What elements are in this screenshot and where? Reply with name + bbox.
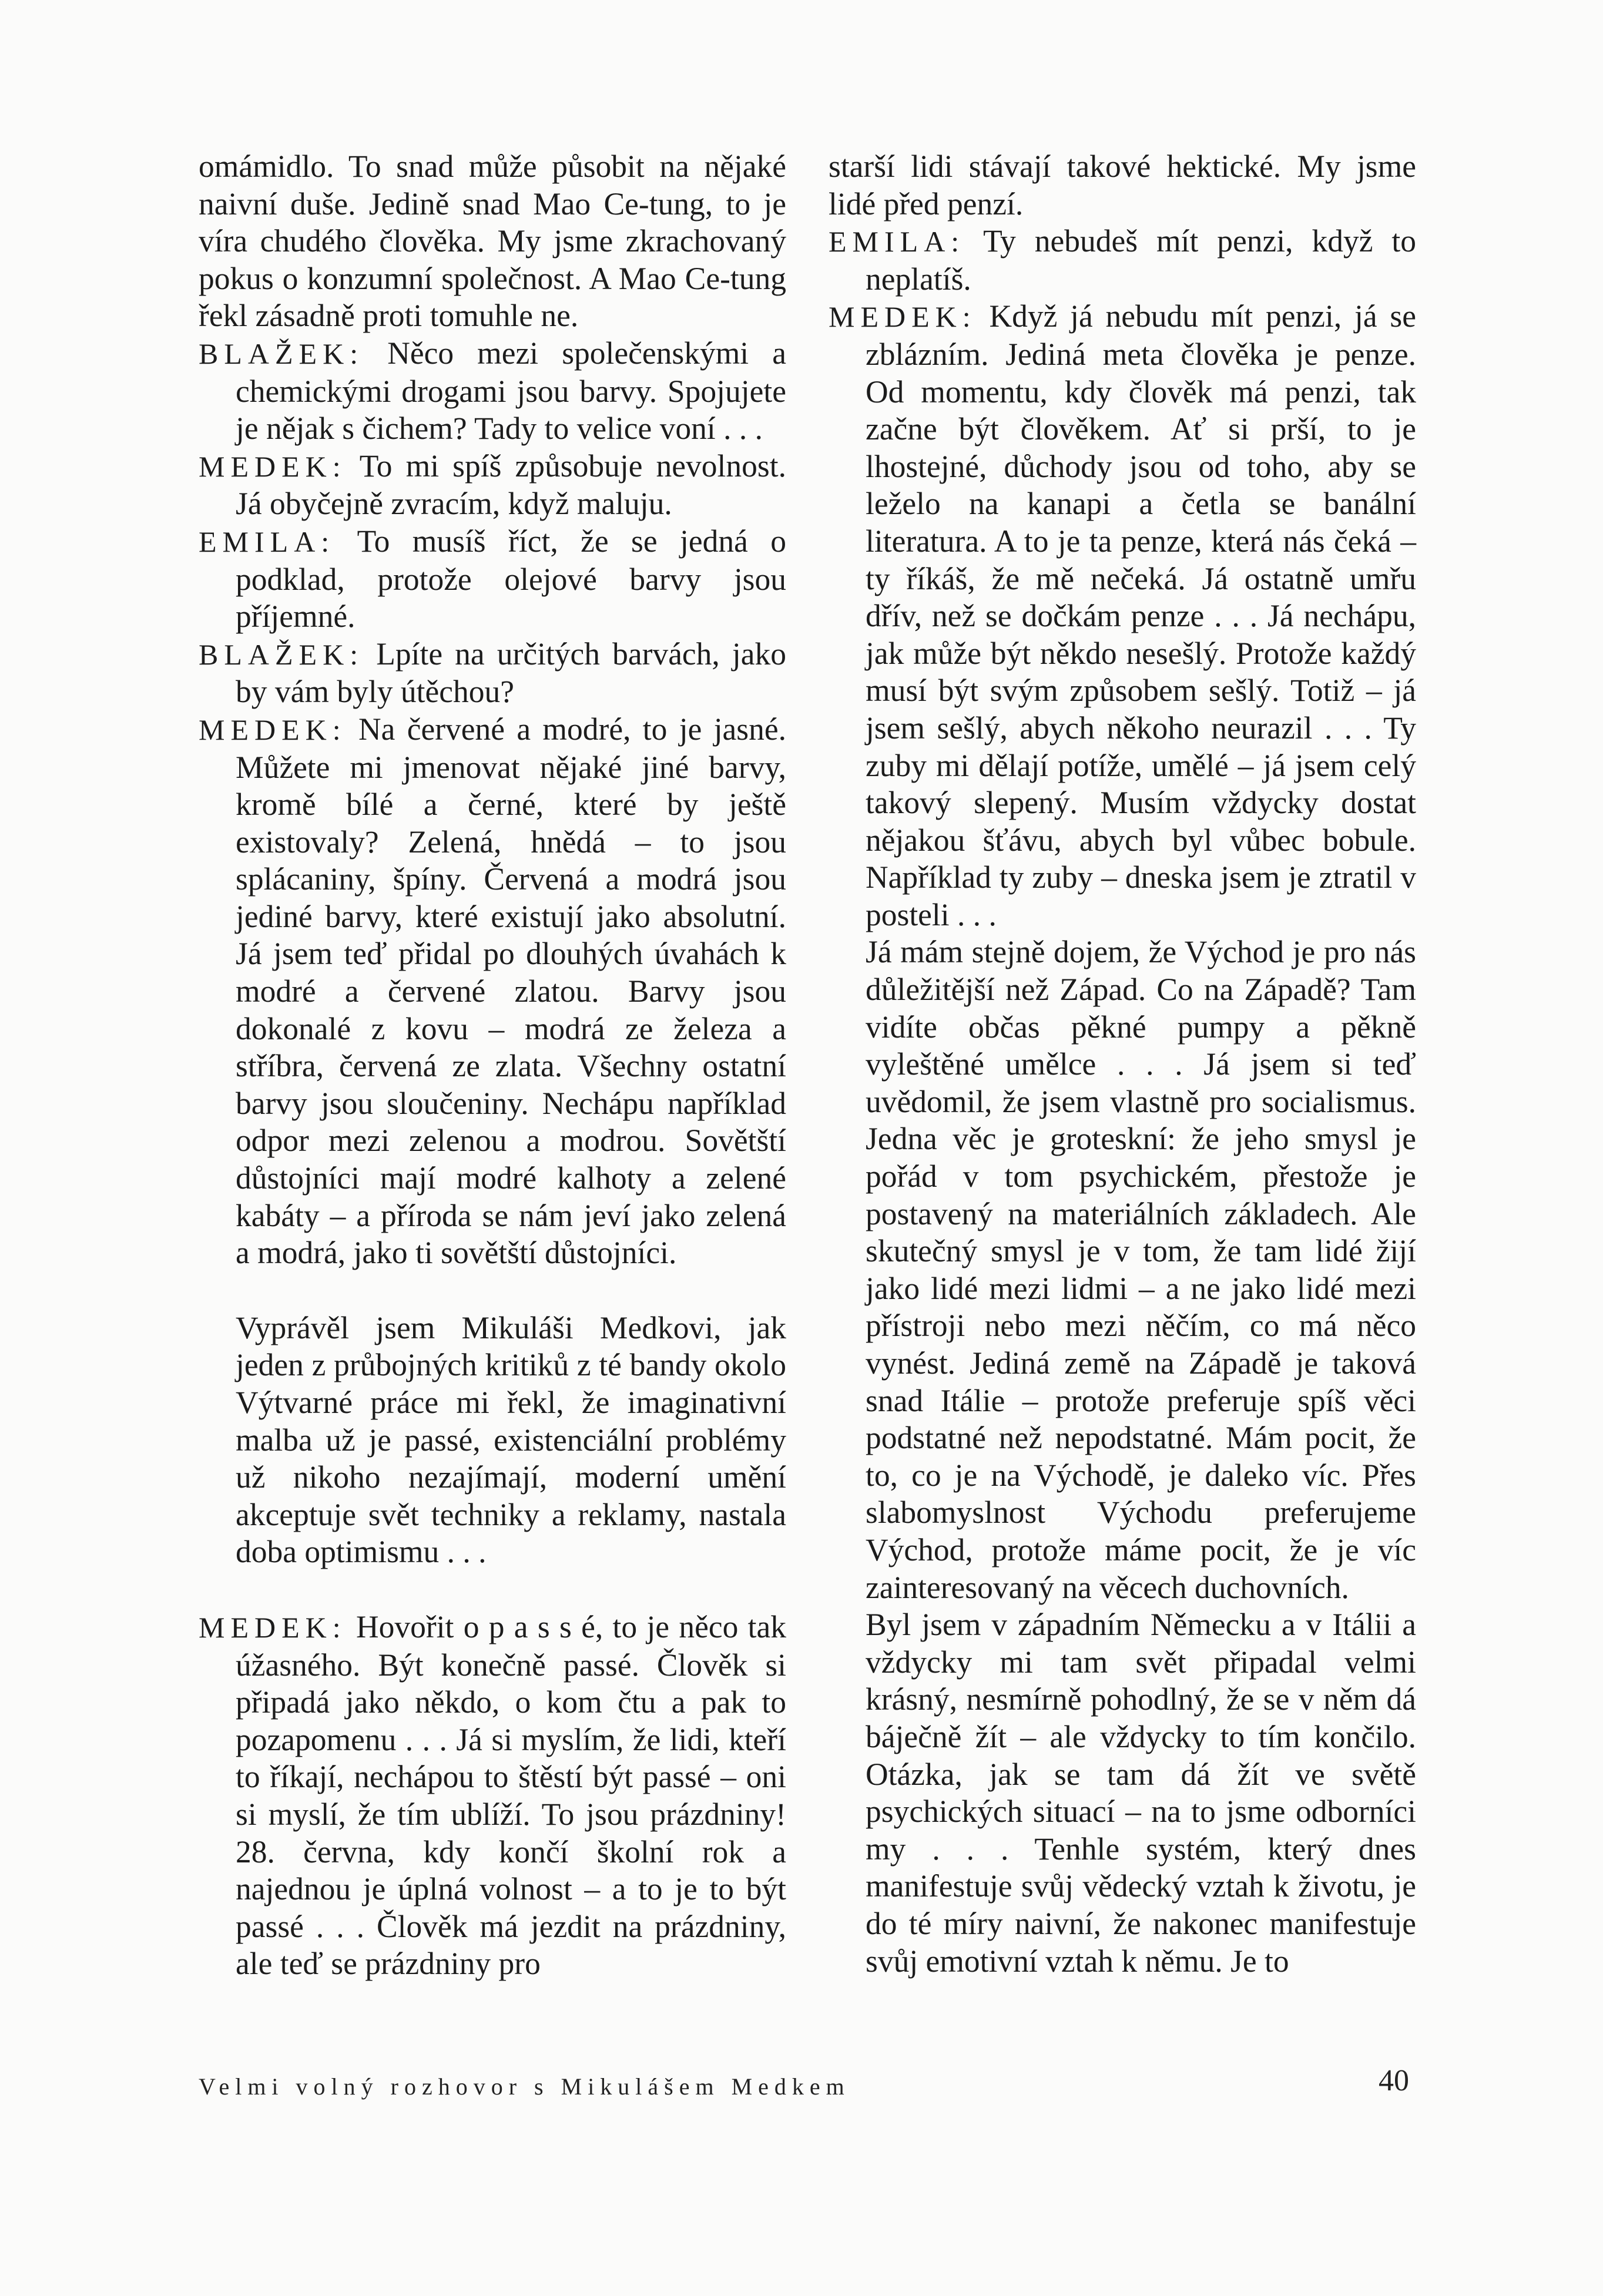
speaker-name: BLAŽEK: [199, 637, 364, 671]
text-paragraph: omámidlo. To snad může působit na nějaké naivní duše. Jedině snad Mao Ce-tung, to je víra chudého člověka. My jsme zkrachovaný pokus o konzumní společnost. A Mao Ce-tung řekl zásadně proti tomuhle ne. [199, 149, 786, 334]
speech-text: To musíš říct, že se jedná o podklad, protože olejové barvy jsou příjemné. [236, 523, 786, 635]
speech-paragraph [199, 711, 786, 1272]
text-paragraph: Já mám stejně dojem, že Východ je pro nás důležitější než Západ. Co na Západě? Tam vidíte občas pěkné pumpy a pěkně vyleštěné umělce . . . Já jsem si teď uvědomil, že jsem vlastně pro socialismus. Jedna věc je groteskní: že jeho smysl je pořád v tom psychickém, přestože je postavený na materiálních základech. Ale skutečný smysl je v tom, že tam lidé žijí jako lidé mezi lidmi – a ne jako lidé mezi přístroji nebo mezi něčím, co má něco vynést. Jediná země na Západě je taková snad Itálie – protože preferuje spíš věci podstatné než nepodstatné. Mám pocit, že to, co je na Východě, je daleko víc. Přes slabomyslnost Východu preferujeme Východ, protože máme pocit, že je víc zainteresovaný na věcech duchovních. [866, 934, 1416, 1605]
speaker-name: MEDEK: [199, 449, 347, 483]
speaker-name: EMILA: [199, 525, 336, 558]
speech-paragraph [199, 335, 786, 448]
speaker-name: BLAŽEK: [199, 337, 364, 370]
speech-text: Něco mezi společenskými a chemickými drogami jsou barvy. Spojujete je nějak s čichem? Tady to velice voní . . . [236, 335, 786, 447]
speech-text: Ty nebudeš mít penzi, když to neplatíš. [866, 223, 1416, 297]
speech-text: Hovořit o p a s s é, to je něco tak úžasného. Být konečně passé. Člověk si připadá jako někdo, o kom čtu a pak to pozapomenu . . . Já si myslím, že lidi, kteří to říkají, nechápou to štěstí být passé – oni si myslí, že tím ublíží. To jsou prázdniny! 28. června, kdy končí školní rok a najednou je úplná volnost – a to je to být passé . . . Člověk má jezdit na prázdniny, ale teď se prázdniny pro [236, 1609, 787, 1982]
speaker-name: MEDEK: [199, 713, 347, 746]
right-column [829, 148, 1416, 1980]
speech-text: Lpíte na určitých barvách, jako by vám byly útěchou? [236, 636, 786, 710]
speech-paragraph [199, 1609, 786, 1983]
speech-paragraph [199, 448, 786, 523]
speech-paragraph [199, 523, 786, 636]
running-title: Velmi volný rozhovor s Mikulášem Medkem [199, 2073, 850, 2100]
page-number: 40 [1379, 2064, 1409, 2097]
text-paragraph: Byl jsem v západním Německu a v Itálii a vždycky mi tam svět připadal velmi krásný, nesmírně pohodlný, že se v něm dá báječně žít – ale vždycky to tím končilo. Otázka, jak se tam dá žít ve světě psychických situací – na to jsme odborníci my . . . Tenhle systém, který dnes manifestuje svůj vědecký vztah k životu, je do té míry naivní, že nakonec manifestuje svůj emotivní vztah k němu. Je to [866, 1607, 1416, 1979]
left-column [199, 148, 786, 1983]
speaker-name: EMILA: [829, 225, 965, 259]
speech-paragraph [829, 223, 1416, 298]
speech-text: Na červené a modré, to je jasné. Můžete mi jmenovat nějaké jiné barvy, kromě bílé a černé, které by ještě existovaly? Zelená, hnědá – to jsou splácaniny, špíny. Červená a modrá jsou jediné barvy, které existují jako absolutní. Já jsem teď přidal po dlouhých úvahách k modré a červené zlatou. Barvy jsou dokonalé z kovu – modrá ze železa a stříbra, červená ze zlata. Všechny ostatní barvy jsou sloučeniny. Nechápu například odpor mezi zelenou a modrou. Sovětští důstojníci mají modré kalhoty a zelené kabáty – a příroda se nám jeví jako zelená a modrá, jako ti sovětští důstojníci. [236, 711, 786, 1271]
text-paragraph: starší lidi stávají takové hektické. My jsme lidé před penzí. [829, 149, 1416, 221]
speaker-name: MEDEK: [199, 1610, 347, 1644]
narration-paragraph: Vyprávěl jsem Mikuláši Medkovi, jak jeden z průbojných kritiků z té bandy okolo Výtvarné práce mi řekl, že imaginativní malba už je passé, existenciální problémy už nikoho nezajímají, moderní umění akceptuje svět techniky a reklamy, nastala doba optimismu . . . [236, 1310, 786, 1570]
speaker-name: MEDEK: [829, 300, 977, 334]
speech-text: Když já nebudu mít penzi, já se zblázním. Jediná meta člověka je penze. Od momentu, kdy člověk má penzi, tak začne být člověkem. Ať si prší, to je lhostejné, důchody jsou od toho, aby se leželo na kanapi a četla se banální literatura. A to je ta penze, která nás čeká – ty říkáš, že mě nečeká. Já ostatně umřu dřív, než se dočkám penze . . . Já nechápu, jak může být někdo nesešlý. Protože každý musí být svým způsobem sešlý. Totiž – já jsem sešlý, abych někoho neurazil . . . Ty zuby mi dělají potíže, umělé – já jsem celý takový slepený. Musím vždycky dostat nějakou šťávu, abych byl vůbec bobule. Například ty zuby – dneska jsem je ztratil v posteli . . . [866, 298, 1416, 932]
speech-paragraph [829, 298, 1416, 934]
speech-paragraph [199, 636, 786, 711]
speech-text: To mi spíš způsobuje nevolnost. Já obyčejně zvracím, když maluju. [236, 448, 786, 522]
